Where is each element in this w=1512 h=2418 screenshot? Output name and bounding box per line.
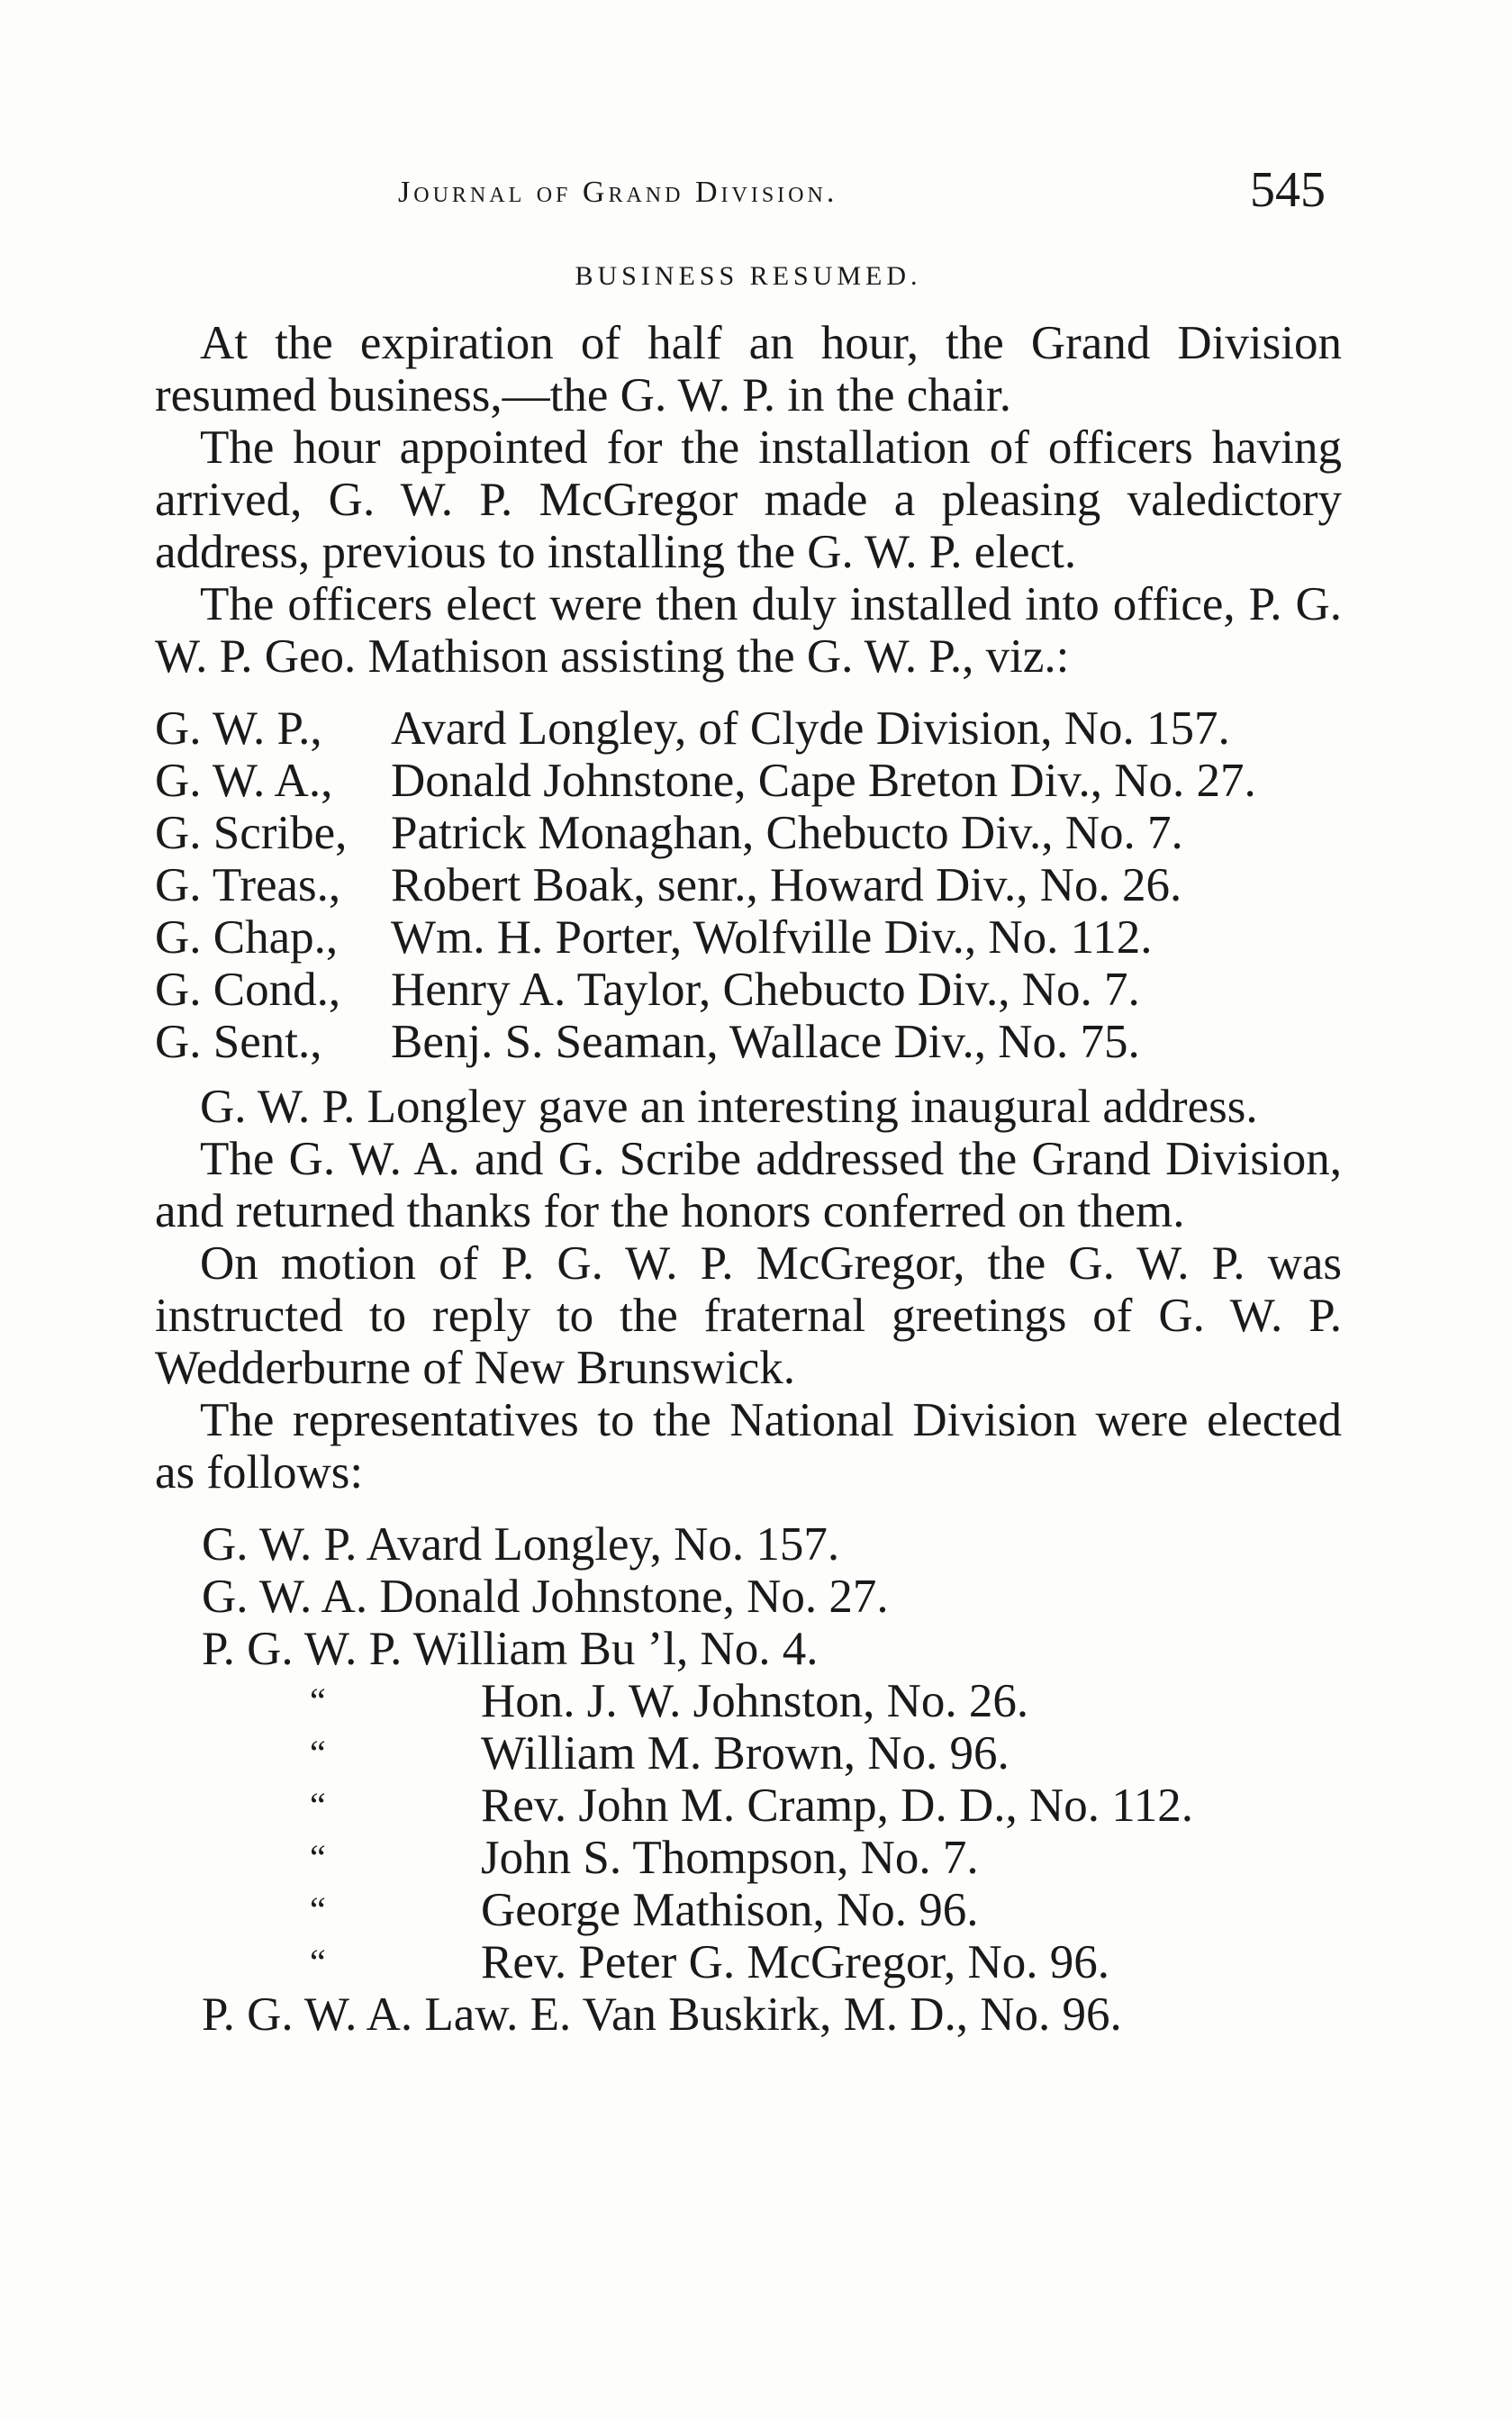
representative-row xyxy=(155,1623,1342,1675)
officer-row xyxy=(155,964,1342,1016)
representative-row xyxy=(155,1988,1342,2041)
representative-row xyxy=(155,1518,1342,1571)
representative-row xyxy=(155,1936,1342,1988)
officer-title: G. W. A., xyxy=(155,755,333,807)
officers-list xyxy=(155,702,1342,1068)
running-title: Journal of Grand Division. xyxy=(398,176,838,209)
paragraph: On motion of P. G. W. P. McGregor, the G. W. P. was instructed to reply to the fraternal greetings of G. W. P. Wedderburne of New Brunswick. xyxy=(155,1237,1342,1394)
officer-name: Benj. S. Seaman, Wallace Div., No. 75. xyxy=(391,1016,1140,1068)
officer-row xyxy=(155,755,1342,807)
ditto-mark: “ xyxy=(310,1785,326,1825)
representative-text: Rev. Peter G. McGregor, No. 96. xyxy=(481,1936,1110,1988)
ditto-mark: “ xyxy=(310,1680,326,1721)
representatives-list xyxy=(155,1518,1342,2041)
paragraph: The officers elect were then duly installed into office, P. G. W. P. Geo. Mathison assisting the G. W. P., viz.: xyxy=(155,578,1342,683)
officer-title: G. Sent., xyxy=(155,1016,322,1068)
officer-name: Donald Johnstone, Cape Breton Div., No. 27. xyxy=(391,755,1256,807)
representative-text: G. W. A. Donald Johnstone, No. 27. xyxy=(202,1571,889,1623)
ditto-mark: “ xyxy=(310,1942,326,1982)
officer-title: G. Chap., xyxy=(155,911,339,964)
representative-text: P. G. W. P. William Bu⁠ ’l, No. 4. xyxy=(202,1623,819,1675)
representative-text: G. W. P. Avard Longley, No. 157. xyxy=(202,1518,840,1571)
representative-text: P. G. W. A. Law. E. Van Buskirk, M. D., No. 96. xyxy=(202,1988,1122,2041)
paragraph: At the expiration of half an hour, the Grand Division resumed business,—the G. W. P. in the chair. xyxy=(155,317,1342,421)
representative-text: John S. Thompson, No. 7. xyxy=(481,1832,979,1884)
officer-row xyxy=(155,1016,1342,1068)
page-number: 545 xyxy=(1250,162,1326,218)
representative-row xyxy=(155,1675,1342,1727)
representative-row xyxy=(155,1727,1342,1780)
representative-text: Hon. J. W. Johnston, No. 26. xyxy=(481,1675,1029,1727)
representative-row xyxy=(155,1832,1342,1884)
officer-name: Robert Boak, senr., Howard Div., No. 26. xyxy=(391,859,1182,911)
section-heading: BUSINESS RESUMED. xyxy=(575,261,922,291)
officer-row xyxy=(155,859,1342,911)
ditto-mark: “ xyxy=(310,1837,326,1878)
running-head xyxy=(155,162,1342,221)
officer-row xyxy=(155,807,1342,859)
representative-row xyxy=(155,1884,1342,1936)
officer-name: Henry A. Taylor, Chebucto Div., No. 7. xyxy=(391,964,1140,1016)
officer-row xyxy=(155,911,1342,964)
officer-name: Wm. H. Porter, Wolfville Div., No. 112. xyxy=(391,911,1153,964)
paragraph: The G. W. A. and G. Scribe addressed the Grand Division, and returned thanks for the honors conferred on them. xyxy=(155,1133,1342,1237)
paragraph: G. W. P. Longley gave an interesting inaugural address. xyxy=(200,1081,1258,1133)
officer-title: G. W. P., xyxy=(155,702,322,755)
representative-text: George Mathison, No. 96. xyxy=(481,1884,979,1936)
officer-name: Patrick Monaghan, Chebucto Div., No. 7. xyxy=(391,807,1183,859)
officer-title: G. Treas., xyxy=(155,859,341,911)
paragraph: The representatives to the National Division were elected as follows: xyxy=(155,1394,1342,1499)
ditto-mark: “ xyxy=(310,1889,326,1930)
paragraph: The hour appointed for the installation of officers having arrived, G. W. P. McGregor made a pleasing valedictory address, previous to installing the G. W. P. elect. xyxy=(155,421,1342,578)
officer-title: G. Scribe, xyxy=(155,807,348,859)
representative-text: William M. Brown, No. 96. xyxy=(481,1727,1010,1780)
representative-row xyxy=(155,1780,1342,1832)
body-text xyxy=(155,317,1342,2041)
officer-title: G. Cond., xyxy=(155,964,341,1016)
representative-row xyxy=(155,1571,1342,1623)
book-page xyxy=(155,0,1342,2418)
representative-text: Rev. John M. Cramp, D. D., No. 112. xyxy=(481,1780,1194,1832)
ditto-mark: “ xyxy=(310,1733,326,1773)
officer-name: Avard Longley, of Clyde Division, No. 157. xyxy=(391,702,1230,755)
officer-row xyxy=(155,702,1342,755)
